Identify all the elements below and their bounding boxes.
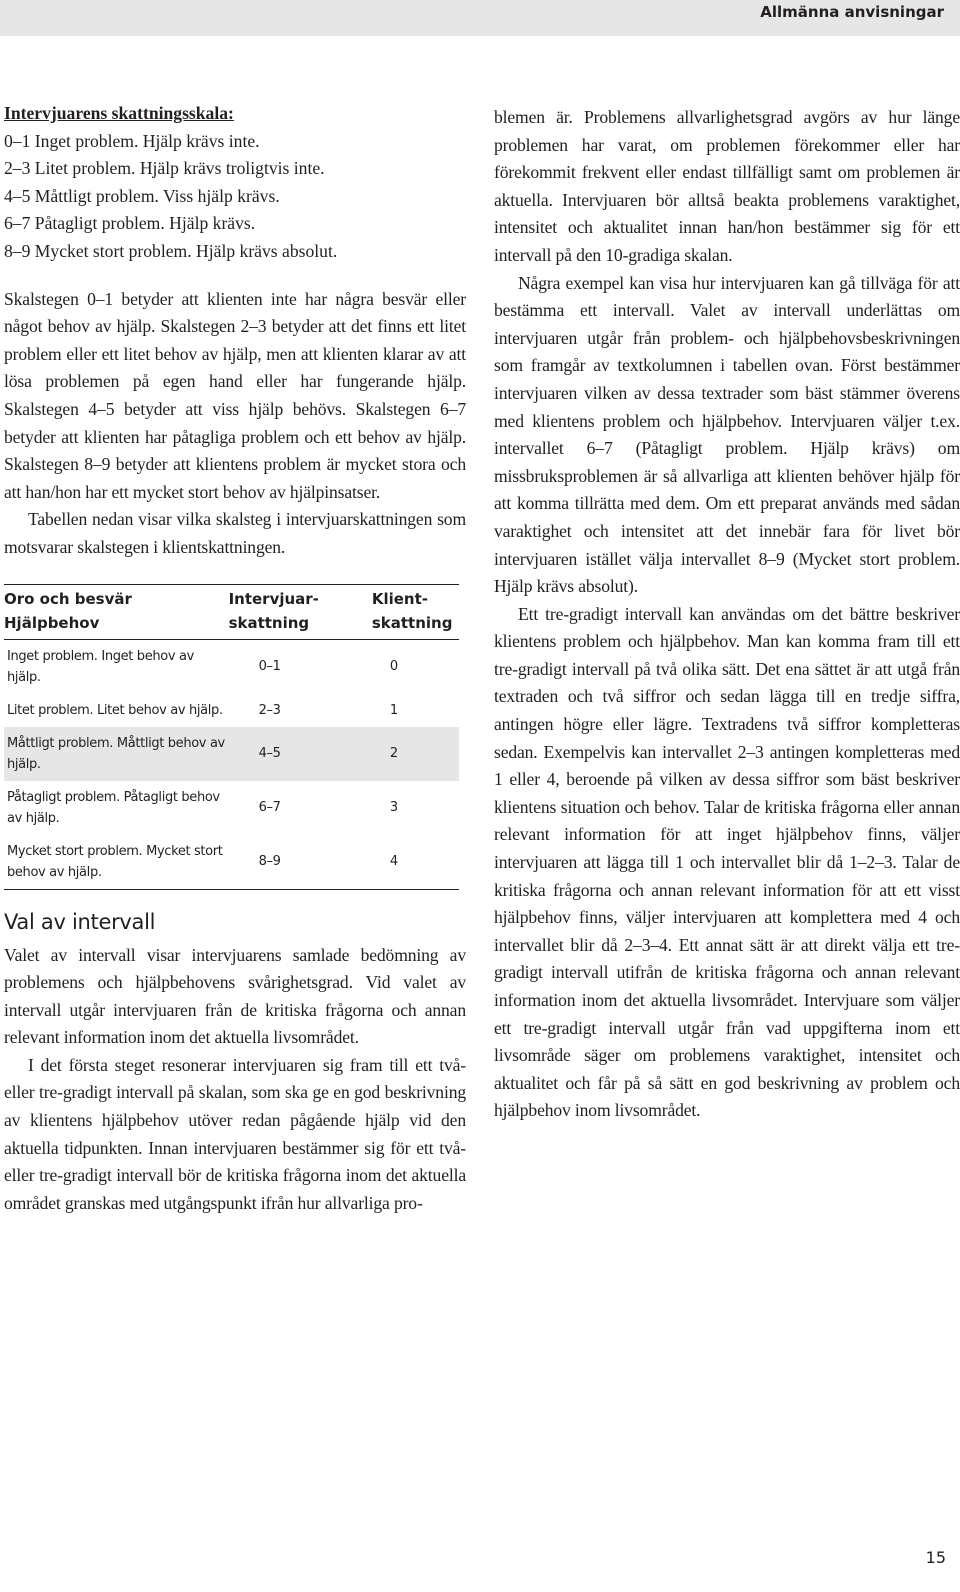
client-score: 2 bbox=[389, 746, 398, 761]
header-bar bbox=[0, 0, 960, 36]
header-line: skattning bbox=[371, 613, 453, 632]
scale-item: 4–5 Måttligt problem. Viss hjälp krävs. bbox=[4, 185, 280, 206]
scale-heading: Intervjuarens skattningsskala: bbox=[4, 103, 234, 123]
scale-item: 6–7 Påtagligt problem. Hjälp krävs. bbox=[4, 213, 256, 234]
paragraph: Valet av intervall visar intervjuarens samlade bedömning av problemens och hjälpbehovens svårighetsgrad. Vid valet av intervall utgår intervjuaren från de kritiska frågorna och annan relevant information inom det aktuella livsområdet. bbox=[4, 944, 466, 1048]
client-score: 3 bbox=[389, 800, 398, 815]
client-score: 4 bbox=[389, 854, 398, 869]
header-line: skattning bbox=[228, 613, 310, 632]
column-header-client bbox=[372, 584, 459, 639]
scale-item: 8–9 Mycket stort problem. Hjälp krävs absolut. bbox=[4, 240, 338, 261]
client-score: 1 bbox=[389, 702, 398, 718]
row-label: Litet problem. Litet behov av hjälp. bbox=[7, 702, 223, 718]
table-row bbox=[4, 727, 459, 781]
paragraph: Skalstegen 0–1 betyder att klienten inte har några besvär eller något behov av hjälp. Skalstegen 2–3 betyder att det finns ett litet problem eller ett litet behov av hjälp, men att klienten klarar av att lösa problemen på egen hand eller har fungerande hjälp. Skalstegen 4–5 betyder att viss hjälp behövs. Skalstegen 6–7 betyder att klienten har påtagliga problem och ett behov av hjälp. Skalstegen 8–9 betyder att klientens problem är mycket stora och att han/hon har ett mycket stort behov av hjälpinsatser. bbox=[4, 288, 466, 502]
interviewer-score: 8–9 bbox=[258, 854, 281, 869]
paragraph: Några exempel kan visa hur intervjuaren kan gå tillväga för att bestämma ett intervall. Valet av intervall underlättas om intervjuaren utgår från problem- och hjälpbehovsbeskrivningen som framgår av textkolumnen i tabellen ovan. Först bestämmer intervjuaren vilken av dessa textrader som bäst stämmer överens med klientens problem och hjälpbehov. Intervjuaren väljer t.ex. intervallet 6–7 (Påtagligt problem. Hjälp krävs) om missbruksproblemen är så allvarliga att klienten behöver hjälp för att komma tillrätta med dem. Om ett preparat används med sådan varaktighet och intensitet att det innebär fara för livet bör intervjuaren istället välja intervallet 8–9 (Mycket stort problem. Hjälp krävs absolut). bbox=[494, 272, 960, 597]
scale-item: 0–1 Inget problem. Hjälp krävs inte. bbox=[4, 130, 260, 151]
row-label: Måttligt problem. Måttligt behov av hjälp. bbox=[7, 735, 225, 772]
interviewer-score: 0–1 bbox=[258, 659, 281, 674]
paragraph: Tabellen nedan visar vilka skalsteg i intervjuarskattningen som motsvarar skalstegen i klientskattningen. bbox=[4, 509, 466, 557]
interviewer-score: 6–7 bbox=[258, 800, 281, 815]
paragraph: blemen är. Problemens allvarlighetsgrad avgörs av hur länge problemen har varat, om problemen förekommer eller har förekommit frekvent eller endast tillfälligt samt om problemen är aktuella. Intervjuaren bör alltså beakta problemens varaktighet, intensitet och aktualitet innan han/hon bestämmer sig för ett intervall på den 10-gradiga skalan. bbox=[494, 107, 960, 265]
table-row bbox=[4, 639, 459, 694]
scale-list bbox=[4, 100, 466, 266]
client-score: 0 bbox=[389, 659, 398, 674]
row-label: Påtagligt problem. Påtagligt behov av hjälp. bbox=[7, 789, 220, 826]
row-label: Mycket stort problem. Mycket stort behov av hjälp. bbox=[7, 843, 223, 880]
interviewer-score: 2–3 bbox=[258, 702, 281, 718]
column-header-problem bbox=[4, 584, 229, 639]
right-column bbox=[494, 104, 960, 1125]
table-row bbox=[4, 835, 459, 890]
header-line: Klient- bbox=[371, 589, 428, 608]
table-row bbox=[4, 781, 459, 835]
running-header: Allmänna anvisningar bbox=[760, 3, 944, 21]
header-line: Hjälpbehov bbox=[4, 613, 100, 632]
interviewer-score: 4–5 bbox=[258, 746, 281, 761]
scale-comparison-table bbox=[4, 584, 459, 890]
left-column bbox=[4, 100, 466, 1217]
column-header-interviewer bbox=[229, 584, 372, 639]
header-line: Oro och besvär bbox=[4, 589, 132, 608]
header-line: Intervjuar- bbox=[228, 589, 319, 608]
scale-item: 2–3 Litet problem. Hjälp krävs troligtvis inte. bbox=[4, 158, 325, 179]
page-number: 15 bbox=[925, 1548, 946, 1567]
table-row bbox=[4, 694, 459, 727]
section-title: Val av intervall bbox=[4, 909, 156, 934]
spacer bbox=[4, 266, 466, 286]
table-header-row bbox=[4, 584, 459, 639]
row-label: Inget problem. Inget behov av hjälp. bbox=[7, 648, 194, 685]
paragraph: Ett tre-gradigt intervall kan användas om det bättre beskriver klientens problem och hjälpbehov. Man kan komma fram till ett tre-gradigt intervall på två olika sätt. Det ena sättet är att utgå från textraden och två siffror och sedan lägga till en tredje siffra, antingen högre eller lägre. Textradens två siffror kompletteras sedan. Exempelvis kan intervallet 2–3 antingen kompletteras med 1 eller 4, beroende på vilken av dessa siffror som bäst beskriver klientens situation och behov. Talar de kritiska frågorna eller annan relevant information för att inget hjälpbehov finns, väljer intervjuaren att lägga till 1 och intervallet blir då 1–2–3. Talar de kritiska frågorna och annan relevant information för att ett visst hjälpbehov finns, väljer intervjuaren att komplettera med 4 och intervallet blir då 2–3–4. Ett annat sätt är att direkt välja ett tre-gradigt intervall utifrån de kritiska frågorna och annan relevant information inom det aktuella livsområdet. Intervjuare som väljer ett tre-gradigt intervall utgår från vad uppgifterna inom ett livsområde säger om problemens varaktighet, intensitet och aktualitet och får på så sätt en god beskrivning av problem och hjälpbehov inom livsområdet. bbox=[494, 603, 960, 1121]
paragraph: I det första steget resonerar intervjuaren sig fram till ett två- eller tre-gradigt intervall på skalan, som ska ge en god beskrivning av klientens hjälpbehov utöver redan pågående hjälp vid den aktuella tidpunkten. Innan intervjuaren bestämmer sig för ett två- eller tre-gradigt intervall bör de kritiska frågorna inom det aktuella området granskas med utgångspunkt ifrån hur allvarliga pro- bbox=[4, 1054, 466, 1213]
